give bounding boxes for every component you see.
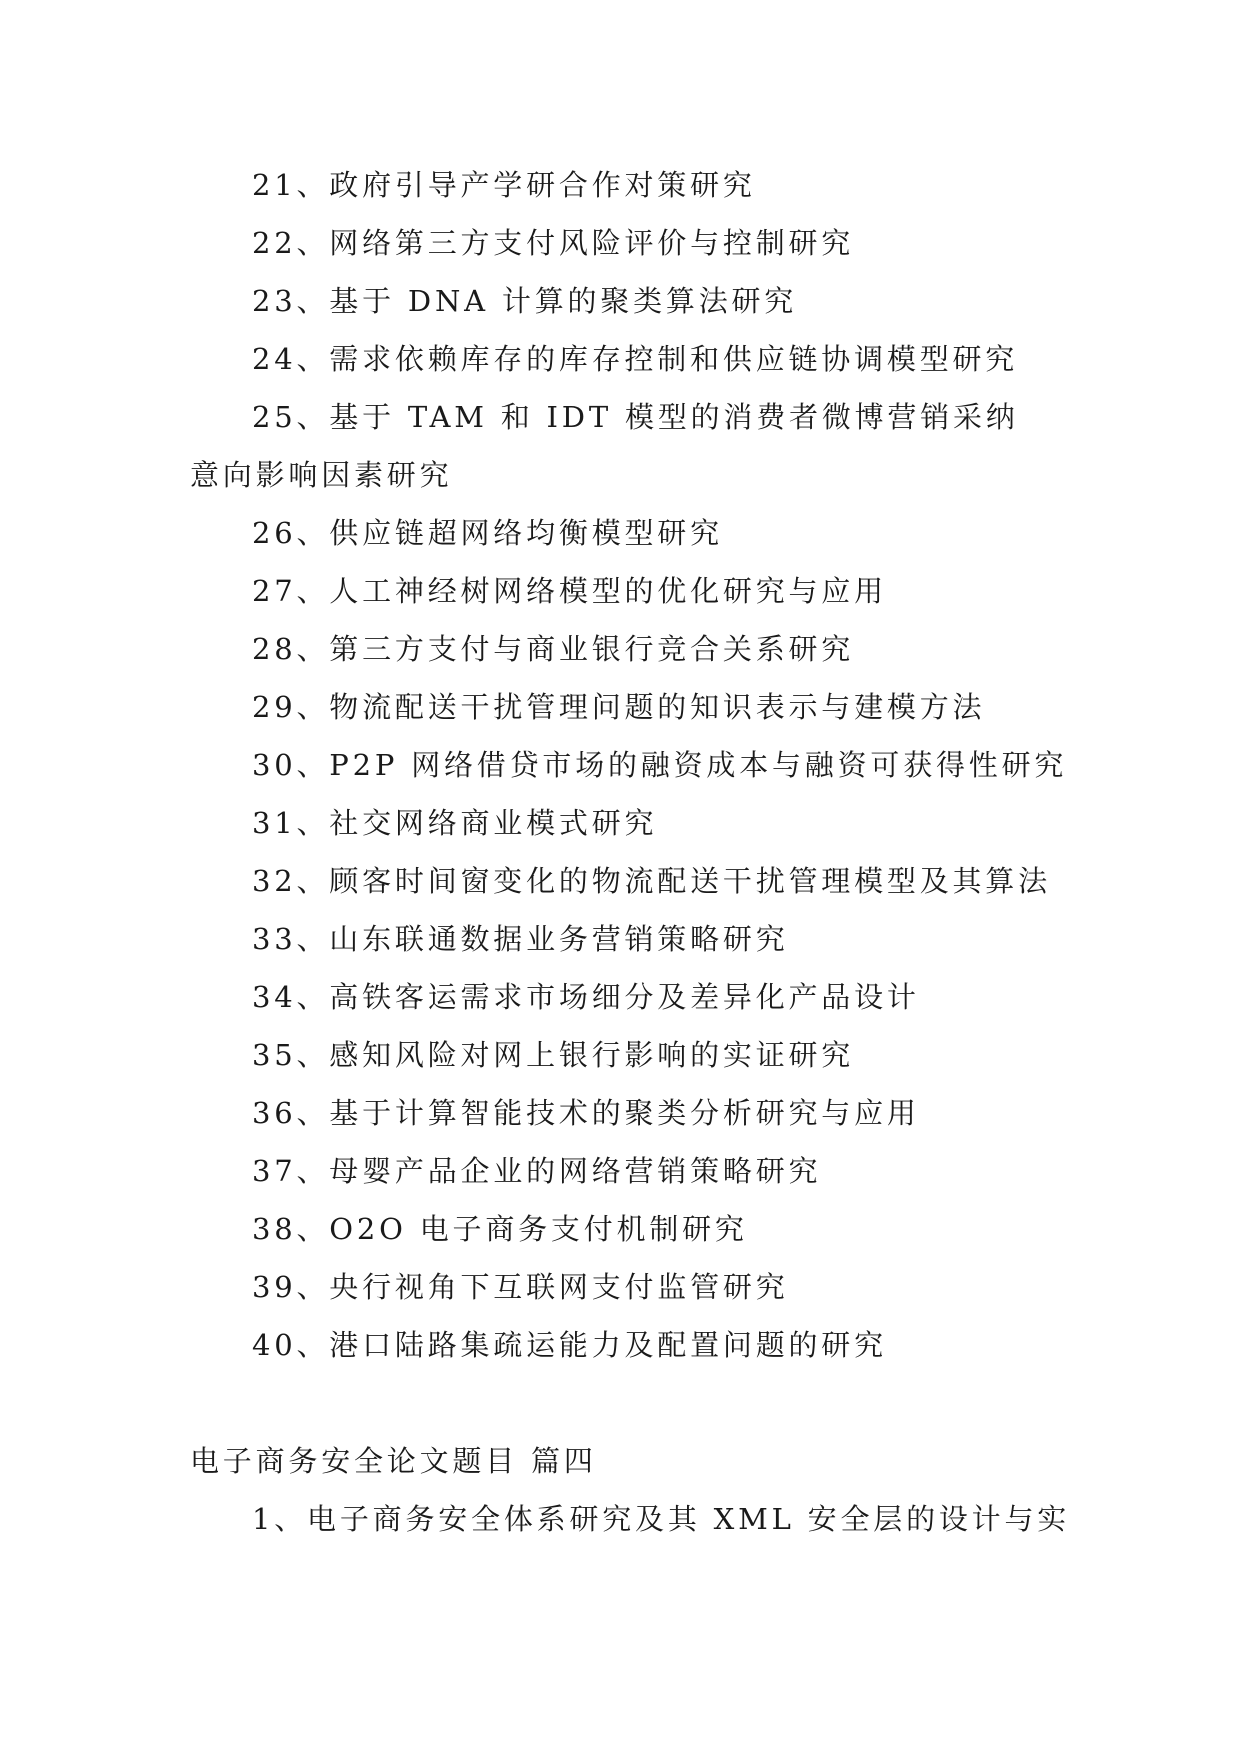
list-item: 22、网络第三方支付风险评价与控制研究 bbox=[252, 226, 855, 260]
list-item: 37、母婴产品企业的网络营销策略研究 bbox=[252, 1154, 822, 1188]
list-item: 25、基于 TAM 和 IDT 模型的消费者微博营销采纳意向影响因素研究 bbox=[190, 400, 1019, 492]
list-item: 39、央行视角下互联网支付监管研究 bbox=[252, 1270, 789, 1304]
list-item: 29、物流配送干扰管理问题的知识表示与建模方法 bbox=[252, 690, 986, 724]
document-body bbox=[190, 156, 1071, 1548]
list-item: 34、高铁客运需求市场细分及差异化产品设计 bbox=[252, 980, 920, 1014]
list-item: 36、基于计算智能技术的聚类分析研究与应用 bbox=[252, 1096, 920, 1130]
list-item: 26、供应链超网络均衡模型研究 bbox=[252, 516, 723, 550]
list-item: 38、O2O 电子商务支付机制研究 bbox=[252, 1212, 748, 1246]
list-item: 28、第三方支付与商业银行竞合关系研究 bbox=[252, 632, 855, 666]
list-item: 32、顾客时间窗变化的物流配送干扰管理模型及其算法 bbox=[252, 864, 1051, 898]
list-item: 35、感知风险对网上银行影响的实证研究 bbox=[252, 1038, 855, 1072]
list-item: 31、社交网络商业模式研究 bbox=[252, 806, 658, 840]
list-item: 27、人工神经树网络模型的优化研究与应用 bbox=[252, 574, 887, 608]
list-item: 33、山东联通数据业务营销策略研究 bbox=[252, 922, 789, 956]
list-item: 24、需求依赖库存的库存控制和供应链协调模型研究 bbox=[252, 342, 1019, 376]
section-first-item: 1、电子商务安全体系研究及其 XML 安全层的设计与实 bbox=[252, 1502, 1071, 1536]
list-item: 30、P2P 网络借贷市场的融资成本与融资可获得性研究 bbox=[252, 748, 1068, 782]
section-heading: 电子商务安全论文题目 篇四 bbox=[190, 1444, 597, 1478]
list-item: 21、政府引导产学研合作对策研究 bbox=[252, 168, 756, 202]
list-item: 40、港口陆路集疏运能力及配置问题的研究 bbox=[252, 1328, 887, 1362]
list-item: 23、基于 DNA 计算的聚类算法研究 bbox=[252, 284, 798, 318]
